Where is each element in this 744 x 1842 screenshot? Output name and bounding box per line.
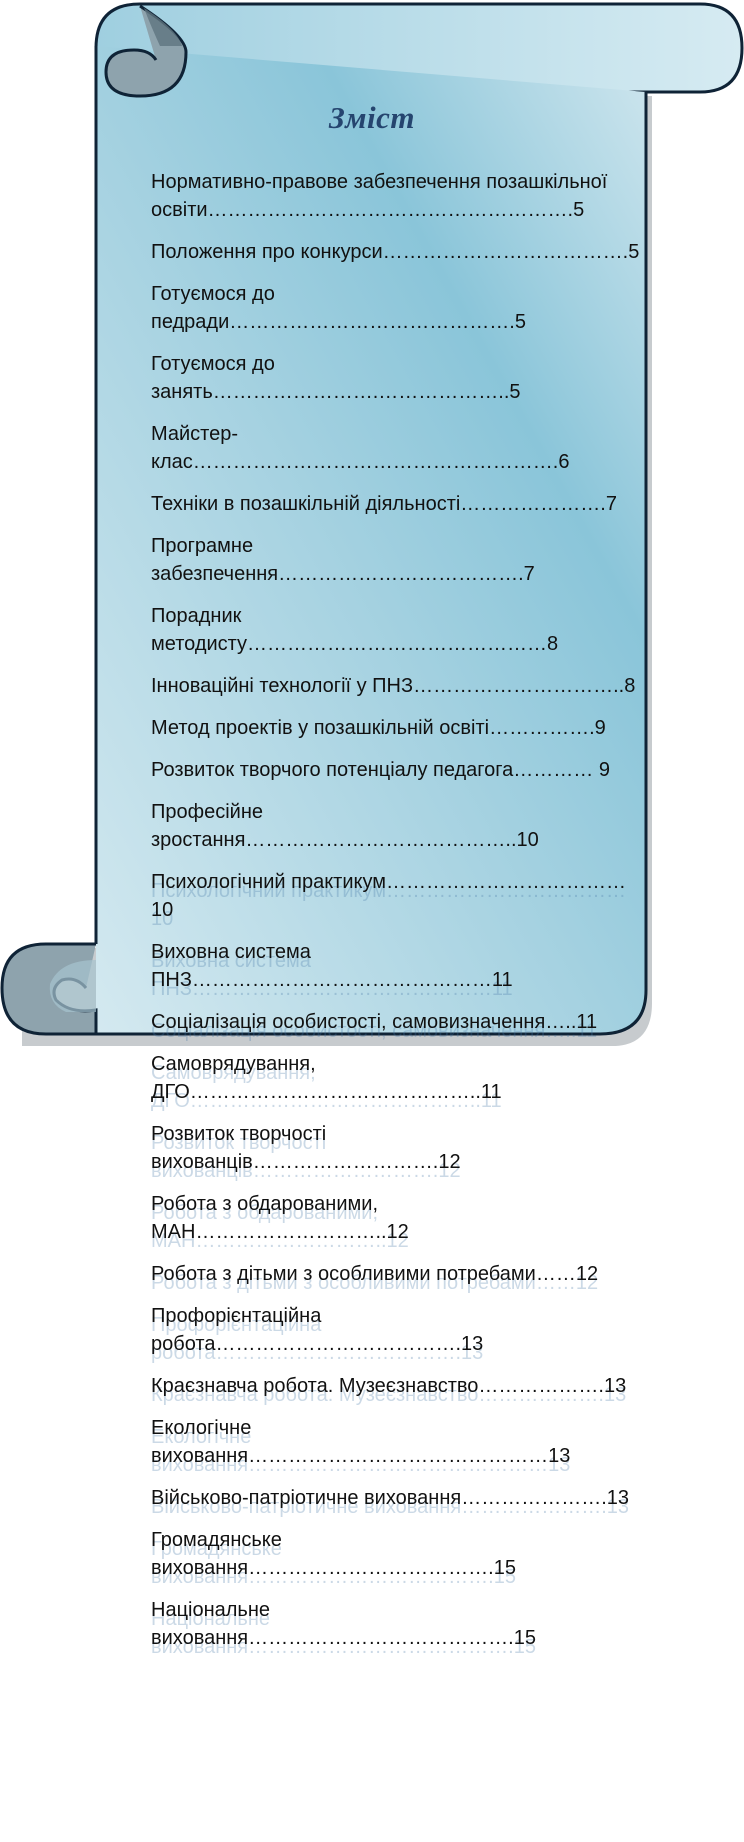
toc-entry[interactable]: Порадник методисту………………………………………8 [151, 605, 559, 655]
toc-entry[interactable]: Профорієнтаційна робота……………………………….13 [151, 1305, 484, 1355]
toc-entry[interactable]: Самоврядування, ДГО……………………………………..11 [151, 1053, 502, 1103]
toc-entry[interactable]: Метод проектів у позашкільній освіті…………….9 [151, 717, 606, 739]
toc-entry[interactable]: Професійне зростання…………………………………..10 [151, 801, 539, 851]
toc-entry[interactable]: Положення про конкурси……………………………….5 [151, 241, 640, 263]
toc-entry[interactable]: Розвиток творчості вихованців……………………….12 [151, 1123, 461, 1173]
toc-entry[interactable]: Програмне забезпечення……………………………….7 [151, 535, 535, 585]
table-of-contents [151, 168, 641, 1666]
toc-entry[interactable]: Готуємося до педради…………………………………….5 [151, 283, 526, 333]
page-title: Зміст [329, 100, 415, 135]
toc-entry[interactable]: Нормативно-правове забезпечення позашкільної освіти……………………………………………….5 [151, 171, 608, 221]
toc-entry[interactable]: Інноваційні технології у ПНЗ…………………………..8 [151, 675, 636, 697]
toc-entry[interactable]: Готуємося до занять…………………….………………..5 [151, 353, 521, 403]
toc-entry[interactable]: Екологічне виховання………………………………………13 [151, 1417, 571, 1467]
toc-entry[interactable]: Виховна система ПНЗ………………………………………11 [151, 941, 513, 991]
toc-entry[interactable]: Розвиток творчого потенціалу педагога………… 9 [151, 759, 610, 781]
toc-entry[interactable]: Робота з обдарованими, МАН………………………..12 [151, 1193, 409, 1243]
toc-entry[interactable]: Громадянське виховання……………………………….15 [151, 1529, 516, 1579]
toc-entry[interactable]: Техніки в позашкільній діяльності………………….7 [151, 493, 617, 515]
toc-entry[interactable]: Робота з дітьми з особливими потребами……12 [151, 1263, 599, 1285]
toc-entry[interactable]: Психологічний практикум………………………………10 [151, 871, 627, 921]
toc-entry[interactable]: Національне виховання………………………………….15 [151, 1599, 536, 1649]
toc-entry[interactable]: Майстер-клас……………………………………………….6 [151, 423, 570, 473]
toc-entry[interactable]: Соціалізація особистості, самовизначення…..11 [151, 1011, 598, 1033]
toc-entry[interactable]: Краєзнавча робота. Музеєзнавство……………….13 [151, 1375, 627, 1397]
toc-entry[interactable]: Військово-патріотичне виховання………………….13 [151, 1487, 629, 1509]
